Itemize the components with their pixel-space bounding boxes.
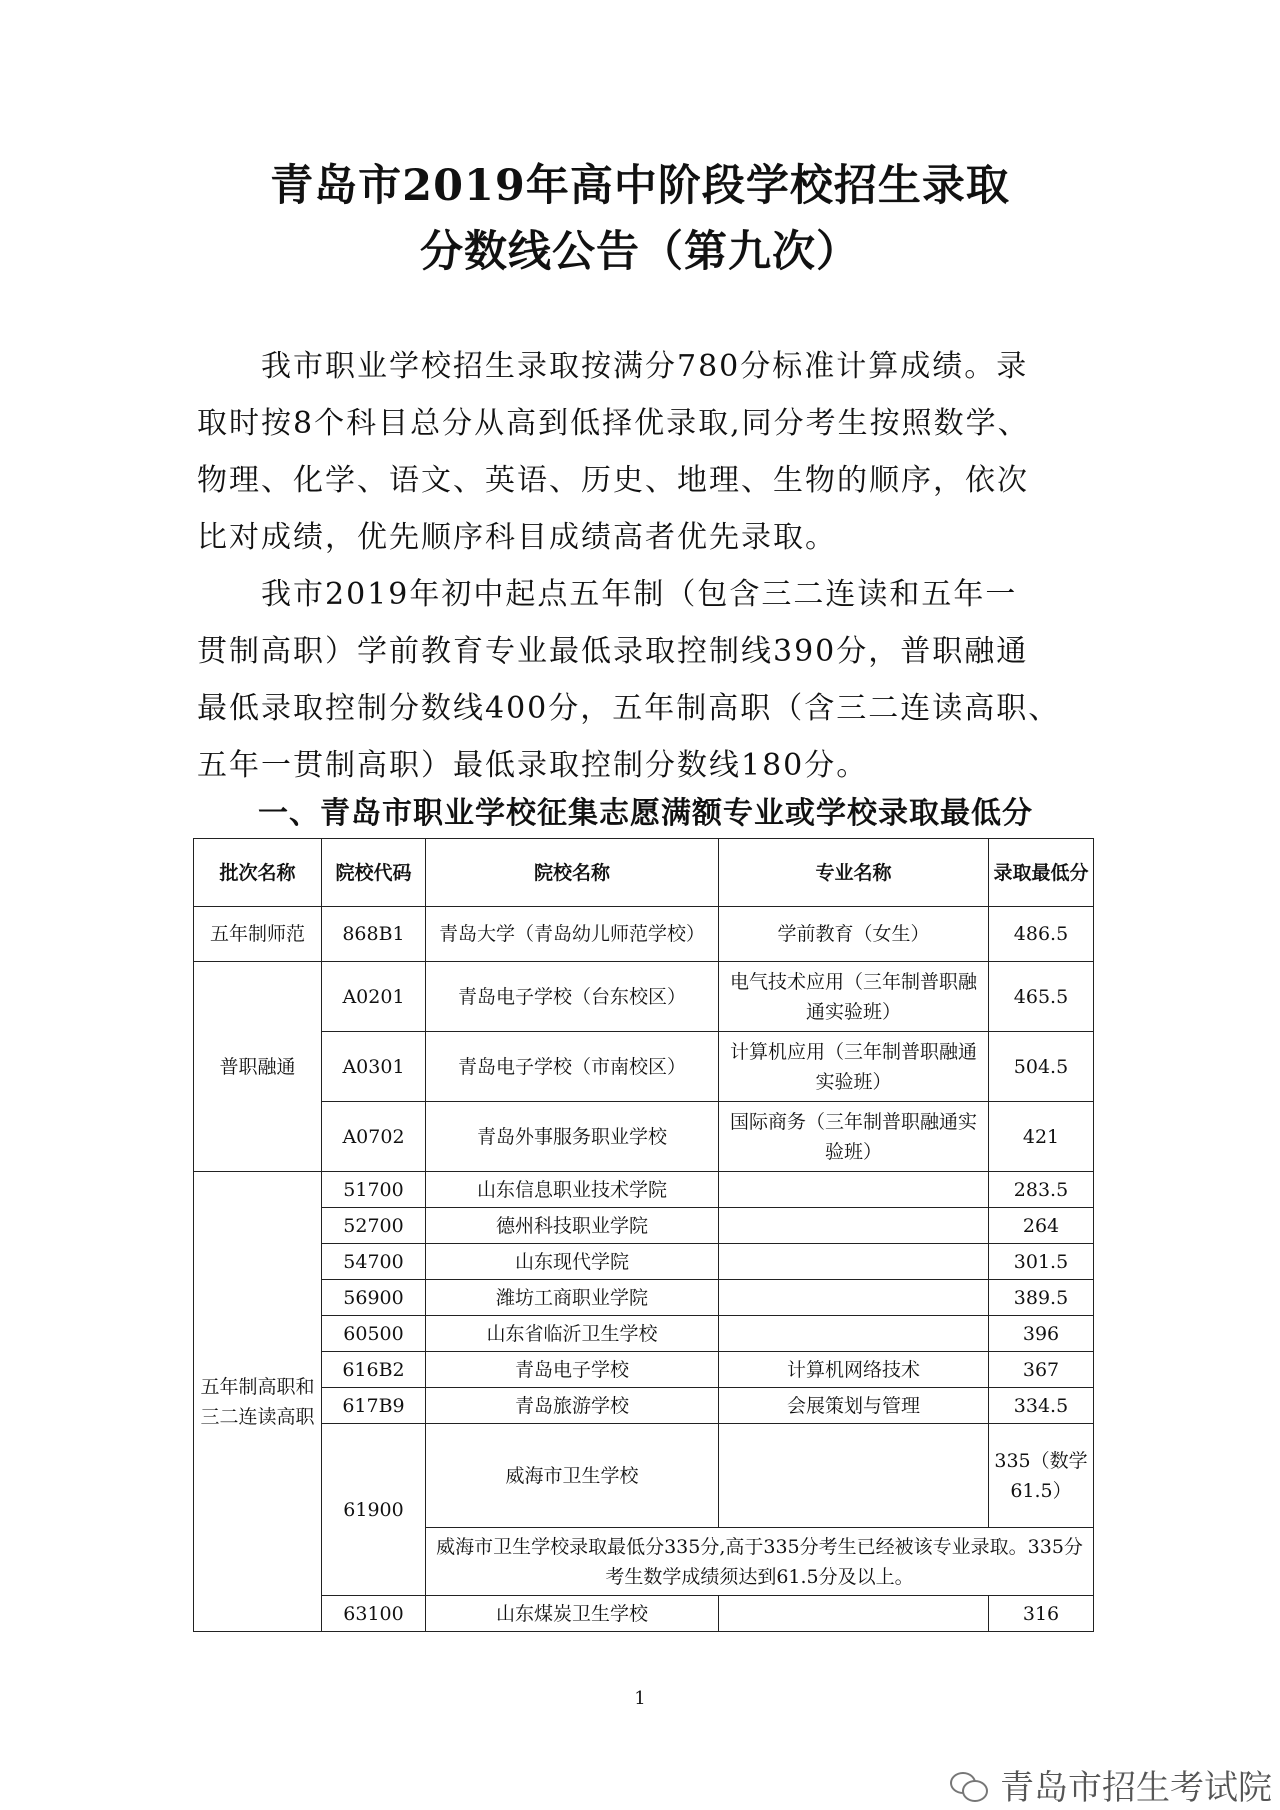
wechat-icon [950, 1770, 988, 1800]
score-cell: 301.5 [989, 1244, 1094, 1280]
school-cell: 青岛电子学校 [426, 1352, 719, 1388]
school-cell: 潍坊工商职业学院 [426, 1280, 719, 1316]
paragraph-line: 比对成绩，优先顺序科目成绩高者优先录取。 [197, 520, 837, 555]
paragraph-2 [197, 566, 1087, 794]
school-cell: 德州科技职业学院 [426, 1208, 719, 1244]
school-cell: 威海市卫生学校 [426, 1424, 719, 1528]
score-cell: 335（数学61.5） [989, 1424, 1094, 1528]
title-line-1: 青岛市2019年高中阶段学校招生录取 [270, 161, 1010, 211]
table-row [194, 1172, 1094, 1208]
table-row [194, 1208, 1094, 1244]
score-cell: 396 [989, 1316, 1094, 1352]
paragraph-line: 我市2019年初中起点五年制（包含三二连读和五年一 [261, 577, 1018, 612]
school-cell: 青岛大学（青岛幼儿师范学校） [426, 907, 719, 962]
major-cell: 电气技术应用（三年制普职融通实验班） [719, 962, 989, 1032]
title-line-2: 分数线公告（第九次） [420, 227, 860, 277]
table-row [194, 1596, 1094, 1632]
major-cell [719, 1172, 989, 1208]
table-row [194, 1280, 1094, 1316]
major-cell [719, 1280, 989, 1316]
score-cell: 283.5 [989, 1172, 1094, 1208]
major-cell [719, 1596, 989, 1632]
table-row [194, 1352, 1094, 1388]
school-cell: 山东现代学院 [426, 1244, 719, 1280]
section-title: 一、青岛市职业学校征集志愿满额专业或学校录取最低分 [258, 796, 1033, 831]
header-school: 院校名称 [426, 839, 719, 907]
paragraph-line: 最低录取控制分数线400分，五年制高职（含三二连读高职、 [197, 691, 1061, 726]
major-cell [719, 1208, 989, 1244]
code-cell: A0201 [322, 962, 426, 1032]
major-cell: 计算机网络技术 [719, 1352, 989, 1388]
paragraph-line: 贯制高职）学前教育专业最低录取控制线390分，普职融通 [197, 634, 1029, 669]
paragraph-line: 五年一贯制高职）最低录取控制分数线180分。 [197, 748, 869, 783]
table-row [194, 1316, 1094, 1352]
watermark [950, 1760, 1272, 1809]
table-row [194, 1244, 1094, 1280]
header-code: 院校代码 [322, 839, 426, 907]
major-cell: 学前教育（女生） [719, 907, 989, 962]
code-cell: 51700 [322, 1172, 426, 1208]
school-cell: 青岛电子学校（市南校区） [426, 1032, 719, 1102]
score-cell: 334.5 [989, 1388, 1094, 1424]
school-cell: 青岛旅游学校 [426, 1388, 719, 1424]
school-cell: 青岛电子学校（台东校区） [426, 962, 719, 1032]
score-cell: 421 [989, 1102, 1094, 1172]
code-cell: A0301 [322, 1032, 426, 1102]
header-major: 专业名称 [719, 839, 989, 907]
school-cell: 山东煤炭卫生学校 [426, 1596, 719, 1632]
score-cell: 465.5 [989, 962, 1094, 1032]
major-cell: 会展策划与管理 [719, 1388, 989, 1424]
major-cell: 国际商务（三年制普职融通实验班） [719, 1102, 989, 1172]
watermark-text: 青岛市招生考试院 [1000, 1768, 1272, 1808]
batch-cell: 普职融通 [194, 962, 322, 1172]
header-batch: 批次名称 [194, 839, 322, 907]
code-cell: 868B1 [322, 907, 426, 962]
code-cell: 617B9 [322, 1388, 426, 1424]
table-row [194, 1032, 1094, 1102]
table-row [194, 1424, 1094, 1528]
school-cell: 青岛外事服务职业学校 [426, 1102, 719, 1172]
table-row [194, 962, 1094, 1032]
major-cell [719, 1244, 989, 1280]
code-cell: 54700 [322, 1244, 426, 1280]
code-cell: 60500 [322, 1316, 426, 1352]
code-cell: A0702 [322, 1102, 426, 1172]
major-cell [719, 1424, 989, 1528]
code-cell: 616B2 [322, 1352, 426, 1388]
score-cell: 367 [989, 1352, 1094, 1388]
page-number: 1 [634, 1688, 646, 1709]
score-cell: 486.5 [989, 907, 1094, 962]
score-cell: 504.5 [989, 1032, 1094, 1102]
paragraph-line: 我市职业学校招生录取按满分780分标准计算成绩。录 [261, 349, 1029, 384]
note-cell: 威海市卫生学校录取最低分335分,高于335分考生已经被该专业录取。335分考生数学成绩须达到61.5分及以上。 [426, 1528, 1094, 1596]
code-cell: 61900 [322, 1424, 426, 1596]
score-cell: 389.5 [989, 1280, 1094, 1316]
school-cell: 山东省临沂卫生学校 [426, 1316, 719, 1352]
paragraph-line: 物理、化学、语文、英语、历史、地理、生物的顺序，依次 [197, 463, 1029, 498]
header-score: 录取最低分 [989, 839, 1094, 907]
batch-cell: 五年制高职和三二连读高职 [194, 1172, 322, 1632]
table-header-row [194, 839, 1094, 907]
code-cell: 56900 [322, 1280, 426, 1316]
score-cell: 264 [989, 1208, 1094, 1244]
admission-score-table [193, 838, 1094, 1632]
table-row [194, 1388, 1094, 1424]
code-cell: 63100 [322, 1596, 426, 1632]
major-cell [719, 1316, 989, 1352]
table-row [194, 907, 1094, 962]
paragraph-1 [197, 338, 1087, 566]
score-cell: 316 [989, 1596, 1094, 1632]
school-cell: 山东信息职业技术学院 [426, 1172, 719, 1208]
major-cell: 计算机应用（三年制普职融通实验班） [719, 1032, 989, 1102]
document-title [0, 153, 1280, 285]
paragraph-line: 取时按8个科目总分从高到低择优录取,同分考生按照数学、 [197, 406, 1030, 441]
code-cell: 52700 [322, 1208, 426, 1244]
table-row [194, 1102, 1094, 1172]
batch-cell: 五年制师范 [194, 907, 322, 962]
